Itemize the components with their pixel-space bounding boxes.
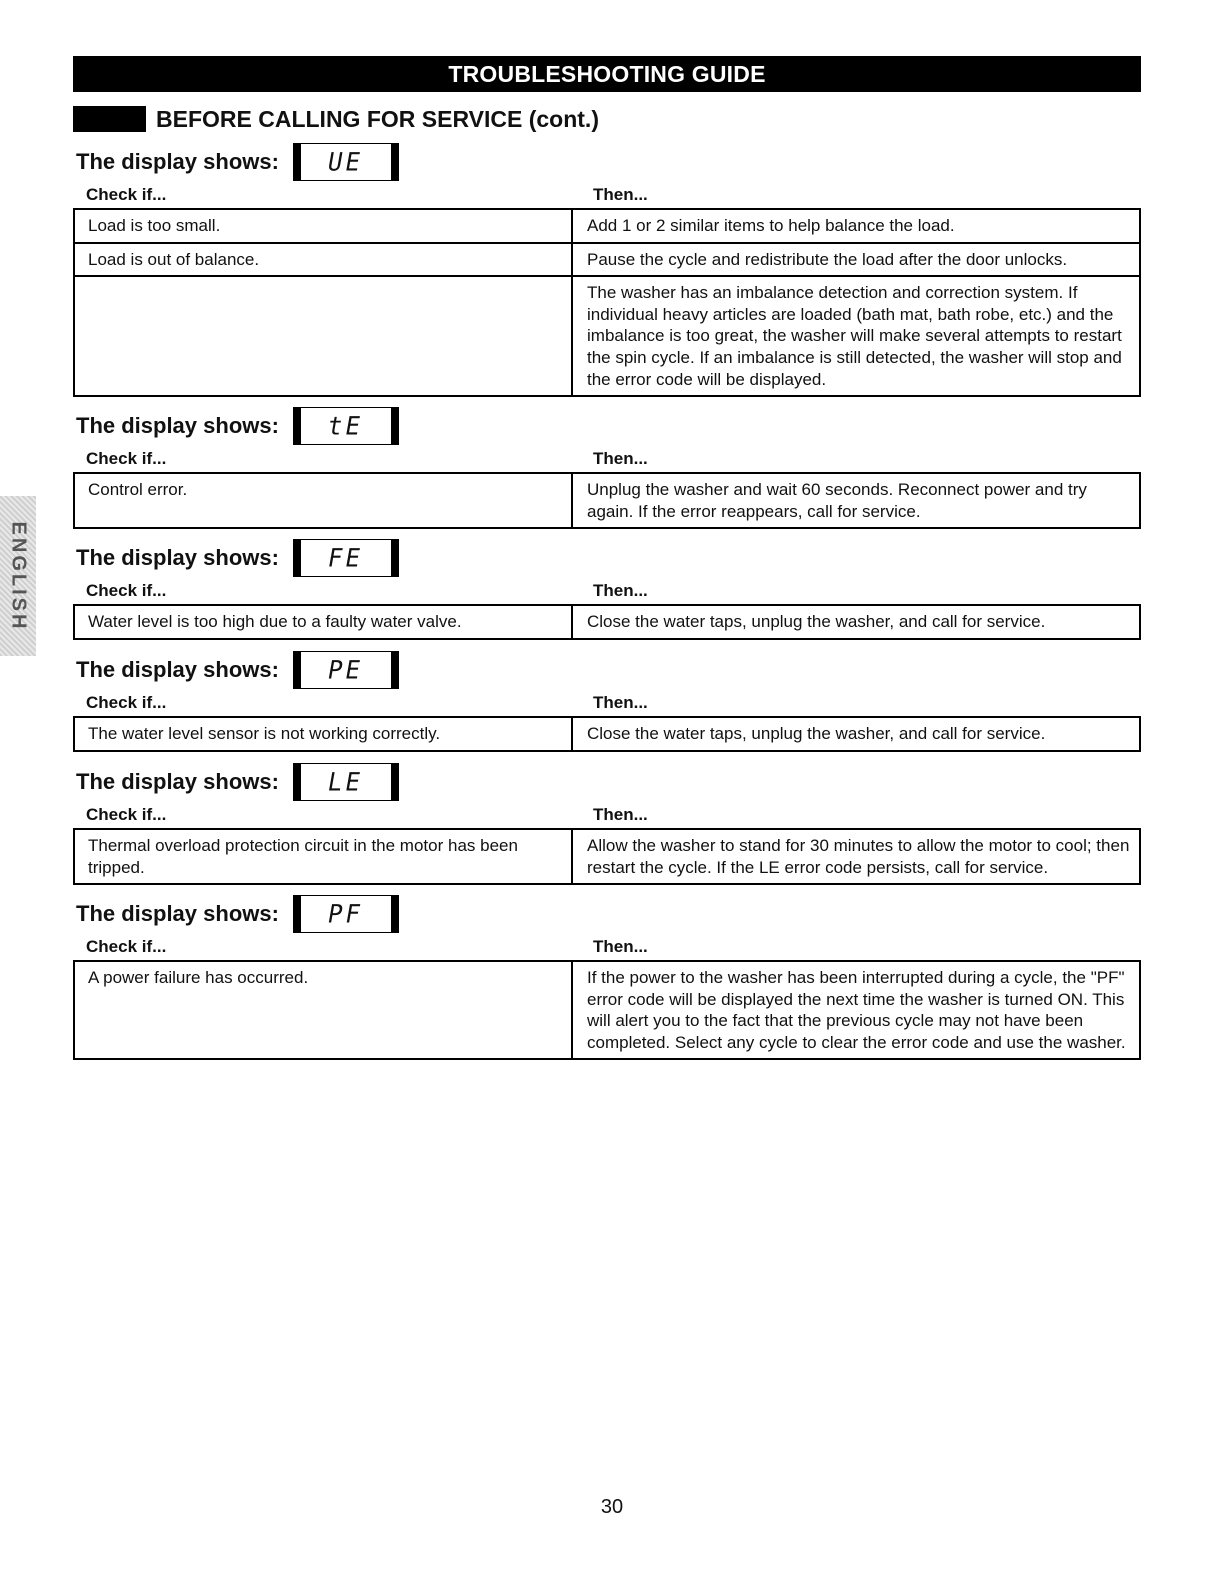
then-heading: Then... (593, 937, 648, 956)
check-cell: Load is out of balance. (74, 243, 572, 277)
then-heading: Then... (593, 693, 648, 712)
error-code: PE (325, 655, 366, 685)
troubleshoot-table (73, 208, 1141, 397)
check-if-heading: Check if... (86, 937, 167, 956)
check-if-heading: Check if... (86, 805, 167, 824)
then-cell: Close the water taps, unplug the washer, and call for service. (572, 717, 1140, 751)
display-shows-label: The display shows: (76, 657, 279, 682)
error-code-display (293, 895, 399, 933)
table-row (74, 243, 1140, 277)
table-row (74, 829, 1140, 884)
troubleshoot-table (73, 604, 1141, 640)
guide-title-banner: TROUBLESHOOTING GUIDE (73, 56, 1141, 92)
check-if-heading: Check if... (86, 581, 167, 600)
then-cell: Add 1 or 2 similar items to help balance the load. (572, 209, 1140, 243)
troubleshoot-table (73, 960, 1141, 1060)
page-number: 30 (600, 1496, 624, 1518)
troubleshoot-table (73, 716, 1141, 752)
check-if-heading: Check if... (86, 185, 167, 204)
error-block-le (73, 762, 1141, 885)
error-code-display (293, 143, 399, 181)
error-code-display (293, 539, 399, 577)
error-code: tE (325, 411, 366, 441)
then-cell: Close the water taps, unplug the washer, and call for service. (572, 605, 1140, 639)
check-cell: The water level sensor is not working correctly. (74, 717, 572, 751)
error-code: FE (325, 543, 366, 573)
then-heading: Then... (593, 449, 648, 468)
check-cell: A power failure has occurred. (74, 961, 572, 1059)
then-cell: The washer has an imbalance detection and correction system. If individual heavy articles are loaded (bath mat, bath robe, etc.) and the imbalance is too great, the washer will make several attempts to restart the spin cycle. If an imbalance is still detected, the washer will stop and the error code will be displayed. (572, 276, 1140, 396)
language-side-tab (0, 496, 36, 656)
display-shows-label: The display shows: (76, 413, 279, 438)
then-heading: Then... (593, 581, 648, 600)
error-block-pe (73, 650, 1141, 752)
section-marker-bar (73, 106, 146, 132)
table-row (74, 473, 1140, 528)
then-cell: Unplug the washer and wait 60 seconds. Reconnect power and try again. If the error reappears, call for service. (572, 473, 1140, 528)
check-cell (74, 276, 572, 396)
table-row (74, 276, 1140, 396)
check-cell: Water level is too high due to a faulty water valve. (74, 605, 572, 639)
check-if-heading: Check if... (86, 693, 167, 712)
error-code: PF (325, 899, 366, 929)
language-tab-label: ENGLISH (7, 521, 30, 631)
table-row (74, 961, 1140, 1059)
table-row (74, 717, 1140, 751)
then-cell: If the power to the washer has been interrupted during a cycle, the "PF" error code will be displayed the next time the washer is turned ON. This will alert you to the fact that the previous cycle may not have been completed. Select any cycle to clear the error code and use the washer. (572, 961, 1140, 1059)
error-code: UE (325, 147, 366, 177)
display-shows-label: The display shows: (76, 769, 279, 794)
check-cell: Control error. (74, 473, 572, 528)
error-block-pf (73, 894, 1141, 1060)
then-cell: Pause the cycle and redistribute the load after the door unlocks. (572, 243, 1140, 277)
then-cell: Allow the washer to stand for 30 minutes to allow the motor to cool; then restart the cycle. If the LE error code persists, call for service. (572, 829, 1140, 884)
error-code-display (293, 763, 399, 801)
check-if-heading: Check if... (86, 449, 167, 468)
table-row (74, 605, 1140, 639)
error-code-display (293, 407, 399, 445)
display-shows-label: The display shows: (76, 149, 279, 174)
table-row (74, 209, 1140, 243)
error-block-te (73, 406, 1141, 529)
error-block-fe (73, 538, 1141, 640)
display-shows-label: The display shows: (76, 545, 279, 570)
section-heading (73, 105, 599, 133)
error-block-ue (73, 142, 1141, 397)
check-cell: Thermal overload protection circuit in the motor has been tripped. (74, 829, 572, 884)
then-heading: Then... (593, 805, 648, 824)
check-cell: Load is too small. (74, 209, 572, 243)
error-code-display (293, 651, 399, 689)
display-shows-label: The display shows: (76, 901, 279, 926)
error-code: LE (325, 767, 366, 797)
then-heading: Then... (593, 185, 648, 204)
section-title: BEFORE CALLING FOR SERVICE (cont.) (156, 105, 599, 132)
troubleshoot-table (73, 472, 1141, 529)
troubleshoot-table (73, 828, 1141, 885)
